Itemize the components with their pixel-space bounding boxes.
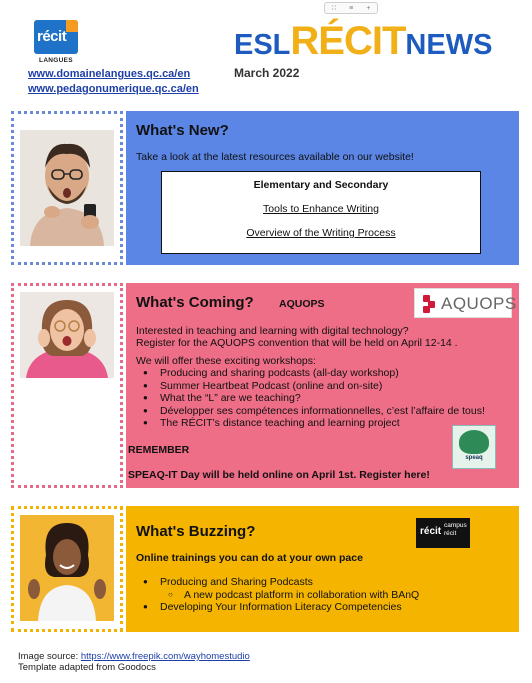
whats-new-intro: Take a look at the latest resources available on our website! xyxy=(136,151,414,163)
whats-buzzing-title: What's Buzzing? xyxy=(136,523,256,540)
format-icon[interactable]: ≡ xyxy=(349,4,354,12)
speaq-logo[interactable] xyxy=(452,425,496,469)
masthead-recit: RÉCIT xyxy=(290,19,406,63)
campus-logo-word: récit xyxy=(420,526,442,537)
remember-label: REMEMBER xyxy=(128,444,190,456)
masthead-esl: ESL xyxy=(234,29,291,61)
image-source-credit xyxy=(18,651,250,662)
speaq-leaf-icon xyxy=(459,430,489,454)
list-item[interactable]: ● Developing Your Information Literacy Competencies xyxy=(136,601,419,614)
domainelangues-link[interactable]: www.domainelangues.qc.ca/en xyxy=(28,68,191,80)
masthead-title xyxy=(234,18,492,64)
image-source-label: Image source: xyxy=(18,651,81,662)
aquops-logo-word: AQUOPS xyxy=(441,294,517,313)
floating-toolbar[interactable] xyxy=(324,2,378,14)
trainings-list xyxy=(136,576,419,614)
list-item[interactable]: ○ A new podcast platform in collaboration with BAnQ xyxy=(136,589,419,602)
campus-logo-sub: campus récit xyxy=(444,522,467,537)
workshops-intro: We will offer these exciting workshops: xyxy=(136,355,316,367)
list-item: ● The RÉCIT’s distance teaching and learning project xyxy=(136,417,485,430)
aquops-intro-line-2: Register for the AQUOPS convention that will be held on April 12-14 . xyxy=(136,337,458,349)
writing-process-overview-link[interactable]: Overview of the Writing Process xyxy=(246,227,396,239)
aquops-tag: AQUOPS xyxy=(279,298,325,310)
list-item: ● What the “L” are we teaching? xyxy=(136,392,485,405)
campus-recit-logo[interactable] xyxy=(416,518,470,548)
list-item: ● Producing and sharing podcasts (all-day workshop) xyxy=(136,367,485,380)
smiling-woman-photo xyxy=(20,515,114,621)
aquops-intro-line-1: Interested in teaching and learning with digital technology? xyxy=(136,325,409,337)
aquops-logo[interactable] xyxy=(414,288,517,318)
whats-buzzing-photo-frame xyxy=(11,506,123,632)
surprised-man-photo xyxy=(20,130,114,246)
excited-woman-photo xyxy=(20,292,114,378)
template-note: Template adapted from Goodocs xyxy=(18,662,156,673)
list-item: ● Summer Heartbeat Podcast (online and on-site) xyxy=(136,380,485,393)
list-item[interactable]: ● Producing and Sharing Podcasts xyxy=(136,576,419,589)
list-item: ● Développer ses compétences informationnelles, c’est l’affaire de tous! xyxy=(136,405,485,418)
recit-logo-word: récit xyxy=(37,28,67,45)
freepik-source-link[interactable]: https://www.freepik.com/wayhomestudio xyxy=(80,651,250,662)
whats-new-photo-frame xyxy=(11,111,123,265)
plus-icon[interactable]: + xyxy=(366,4,371,12)
issue-date: March 2022 xyxy=(234,66,300,80)
recit-logo-tile xyxy=(34,20,78,54)
workshops-list xyxy=(136,367,485,430)
pedagonumerique-link[interactable]: www.pedagonumerique.qc.ca/en xyxy=(28,83,199,95)
online-trainings-subtitle: Online trainings you can do at your own pace xyxy=(136,552,363,564)
speaq-note[interactable]: SPEAQ-IT Day will be held online on April 1st. Register here! xyxy=(128,469,430,481)
recit-langues-logo xyxy=(34,20,78,66)
whats-coming-title: What's Coming? xyxy=(136,294,254,311)
tools-enhance-writing-link[interactable]: Tools to Enhance Writing xyxy=(263,203,379,215)
resources-box xyxy=(161,171,481,254)
whats-coming-photo-frame xyxy=(11,283,123,488)
aquops-mark-icon xyxy=(423,295,435,313)
masthead-news: NEWS xyxy=(405,29,493,61)
whats-new-title: What's New? xyxy=(136,122,229,139)
recit-logo-sub: LANGUES xyxy=(39,57,73,64)
drag-handle-icon[interactable]: ∷ xyxy=(331,5,337,12)
resources-box-heading: Elementary and Secondary xyxy=(253,179,389,191)
speaq-logo-word: speaq xyxy=(465,455,483,461)
